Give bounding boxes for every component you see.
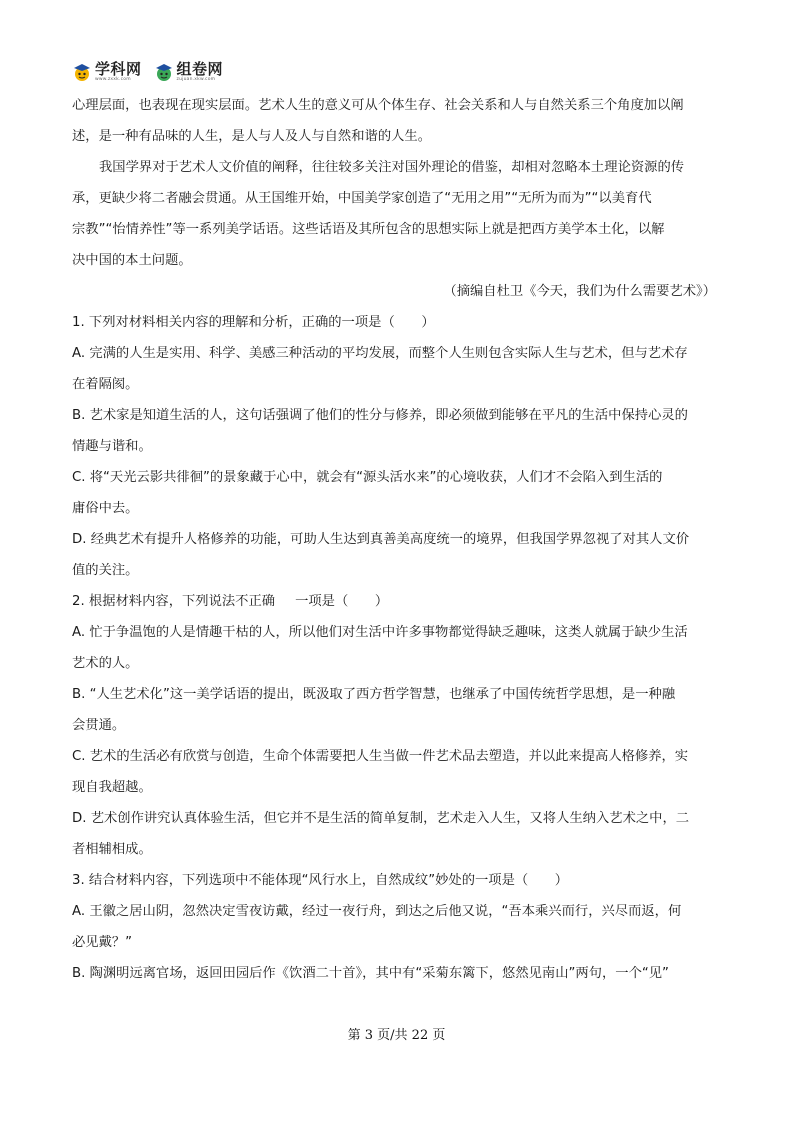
option-b: B. 陶渊明远离官场，返回田园后作《饮酒二十首》，其中有“采菊东篱下，悠然见南山”两句，一个“见” xyxy=(72,966,669,981)
page-number: 第 3 页/共 22 页 xyxy=(347,1028,446,1043)
option-a: A. 王徽之居山阴，忽然决定雪夜访戴，经过一夜行舟，到达之后他又说，“吾本乘兴而行，兴尽而返，何 xyxy=(72,904,682,919)
graduation-cap-icon xyxy=(72,62,92,82)
passage-line: 承，更缺少将二者融会贯通。从王国维开始，中国美学家创造了“无用之用”“无所为而为”“以美育代 xyxy=(72,191,652,206)
logo-title: 组卷网 xyxy=(176,59,224,78)
option-b: B. “人生艺术化”这一美学话语的提出，既汲取了西方哲学智慧，也继承了中国传统哲学思想，是一种融 xyxy=(72,687,676,702)
passage-line: 述，是一种有品味的人生，是人与人及人与自然和谐的人生。 xyxy=(72,129,432,144)
option-b-cont: 会贯通。 xyxy=(72,718,126,733)
passage-line: 宗教”“怡情养性”等一系列美学话语。这些话语及其所包含的思想实际上就是把西方美学本土化，以解 xyxy=(72,222,665,237)
question-3-stem: 3. 结合材料内容，下列选项中不能体现“风行水上，自然成纹”妙处的一项是（ ） xyxy=(72,873,569,888)
option-d-cont: 值的关注。 xyxy=(72,563,139,578)
passage-line: 我国学界对于艺术人文价值的阐释，往往较多关注对国外理论的借鉴，却相对忽略本土理论资源的传 xyxy=(99,160,685,175)
option-d: D. 艺术创作讲究认真体验生活，但它并不是生活的简单复制，艺术走入人生，又将人生纳入艺术之中，二 xyxy=(72,811,690,826)
option-d-cont: 者相辅相成。 xyxy=(72,842,152,857)
option-a-cont: 艺术的人。 xyxy=(72,656,139,671)
logo-url: zujuan.xkw.com xyxy=(176,76,216,82)
option-b: B. 艺术家是知道生活的人，这句话强调了他们的性分与修养，即必须做到能够在平凡的生活中保持心灵的 xyxy=(72,408,688,423)
option-b-cont: 情趣与谐和。 xyxy=(72,439,152,454)
option-a-cont: 在着隔阂。 xyxy=(72,377,139,392)
option-a-cont: 必见戴？” xyxy=(72,935,133,950)
question-2-stem-b: 一项是（ ） xyxy=(295,594,389,609)
option-c-cont: 庸俗中去。 xyxy=(72,501,139,516)
question-1-stem: 1. 下列对材料相关内容的理解和分析，正确的一项是（ ） xyxy=(72,315,435,330)
graduation-cap-icon xyxy=(154,62,174,82)
option-c-cont: 现自我超越。 xyxy=(72,780,152,795)
header-logos xyxy=(72,59,223,85)
logo-zujuanwang xyxy=(154,59,224,83)
question-2-stem-a: 2. 根据材料内容，下列说法不正确 xyxy=(72,594,276,609)
logo-url: www.zxxk.com xyxy=(95,76,131,82)
document-body xyxy=(72,90,722,989)
logo-title: 学科网 xyxy=(95,59,142,78)
question-2-stem xyxy=(72,586,722,617)
option-c: C. 艺术的生活必有欣赏与创造，生命个体需要把人生当做一件艺术品去塑造，并以此来提高人格修养，实 xyxy=(72,749,689,764)
option-d: D. 经典艺术有提升人格修养的功能，可助人生达到真善美高度统一的境界，但我国学界忽视了对其人文价 xyxy=(72,532,690,547)
option-c: C. 将“天光云影共徘徊”的景象藏于心中，就会有“源头活水来”的心境收获，人们才不会陷入到生活的 xyxy=(72,470,663,485)
option-a: A. 忙于争温饱的人是情趣干枯的人，所以他们对生活中许多事物都觉得缺乏趣味，这类人就属于缺少生活 xyxy=(72,625,688,640)
logo-xuekewang xyxy=(72,59,142,83)
passage-line: 决中国的本土问题。 xyxy=(72,253,192,268)
passage-source: （摘编自杜卫《今天，我们为什么需要艺术》） xyxy=(443,284,716,299)
passage-line: 心理层面，也表现在现实层面。艺术人生的意义可从个体生存、社会关系和人与自然关系三个角度加以阐 xyxy=(72,98,684,113)
option-a: A. 完满的人生是实用、科学、美感三种活动的平均发展，而整个人生则包含实际人生与艺术，但与艺术存 xyxy=(72,346,688,361)
